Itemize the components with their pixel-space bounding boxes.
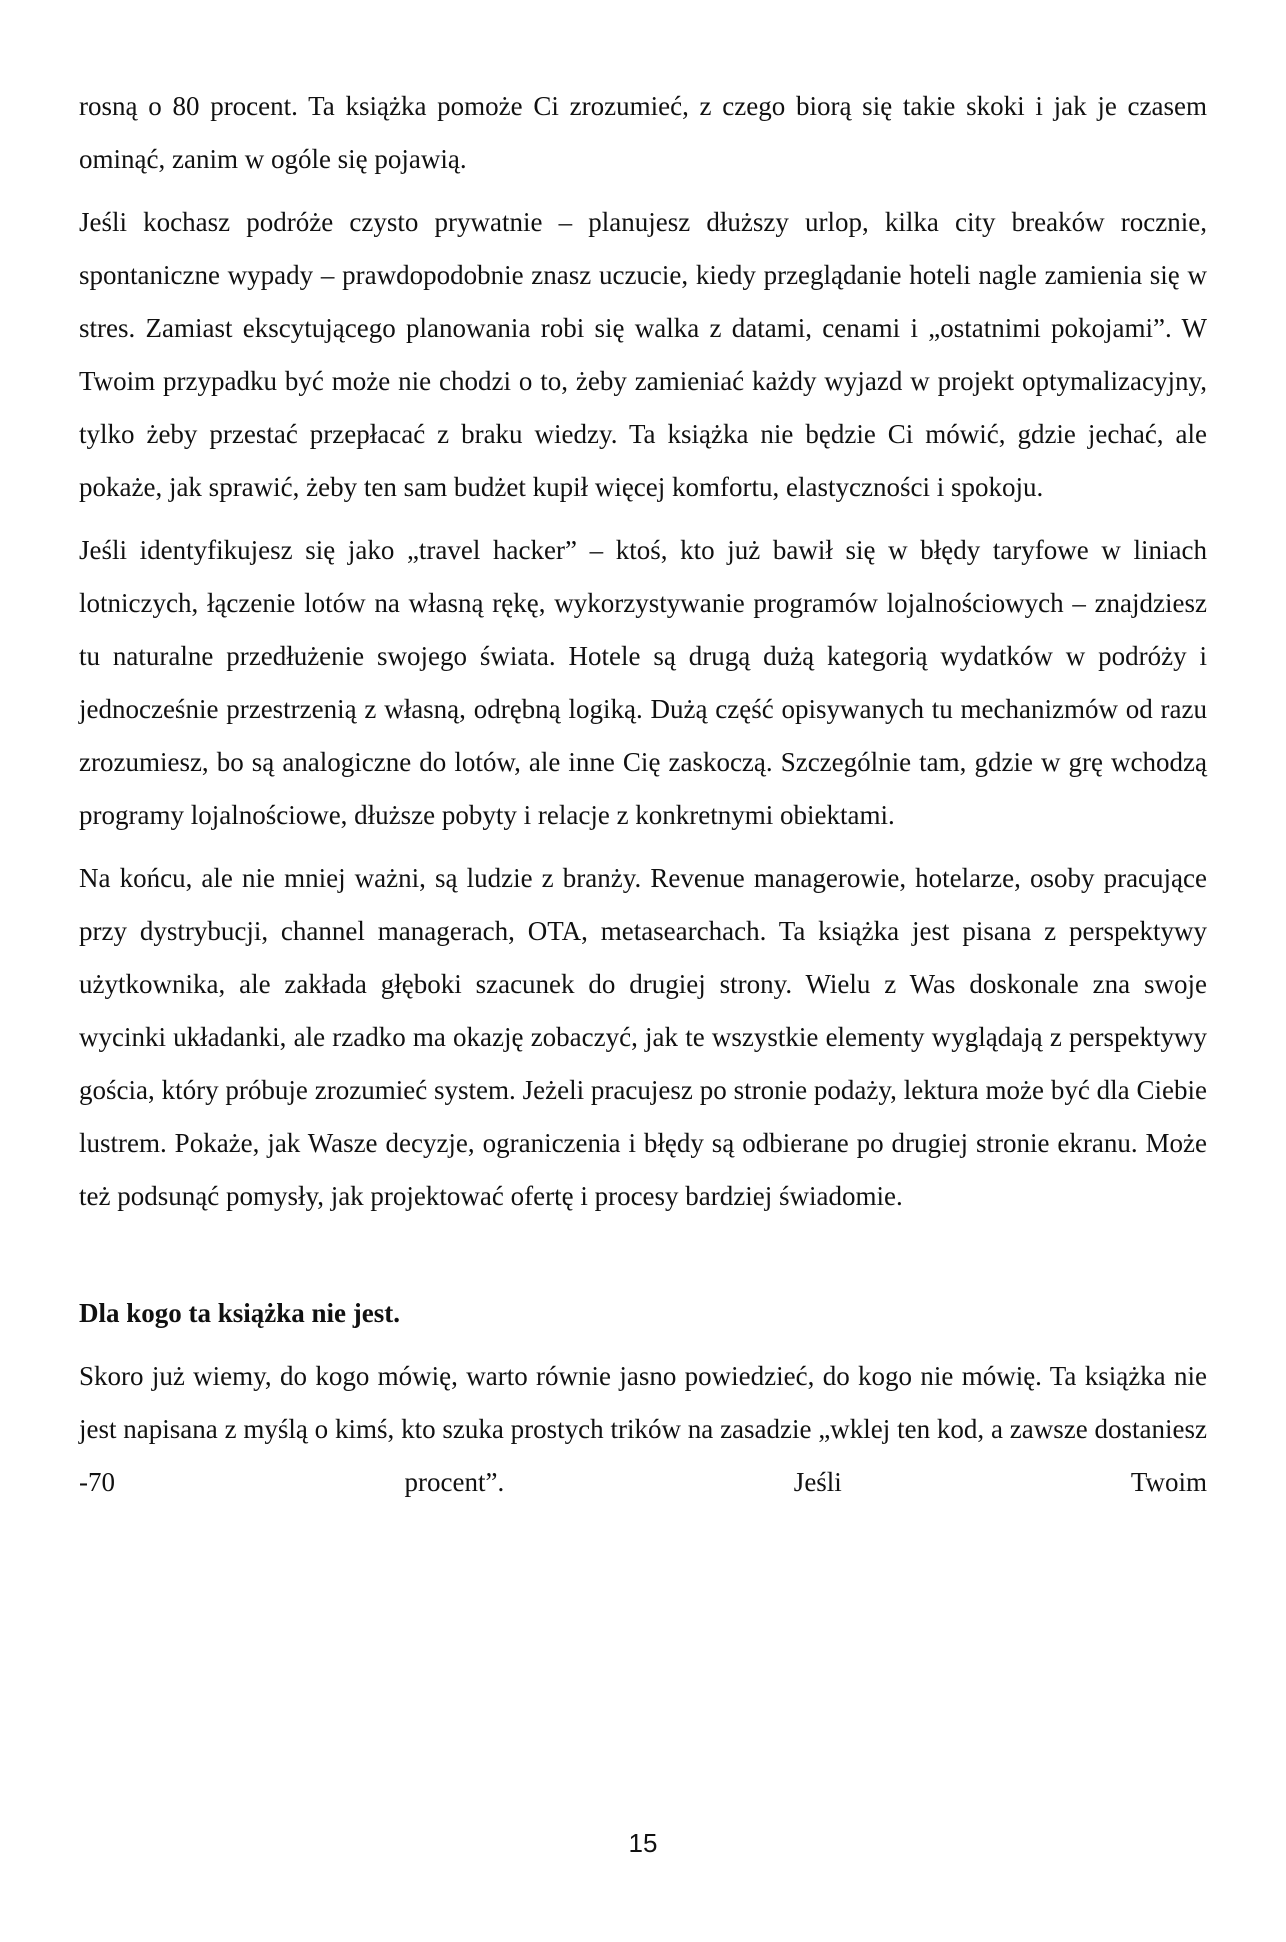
paragraph-continuation: rosną o 80 procent. Ta książka pomoże Ci zrozumieć, z czego biorą się takie skoki i jak je czasem ominąć, zanim w ogóle się pojawią. [79, 91, 1207, 174]
page-number: 15 [628, 1828, 658, 1858]
page-body [79, 80, 1207, 1519]
paragraph-not-for-whom: Skoro już wiemy, do kogo mówię, warto równie jasno powiedzieć, do kogo nie mówię. Ta książka nie jest napisana z myślą o kimś, kto szuka prostych trików na zasadzie „wklej ten kod, a zawsze dostaniesz -70 procent”. Jeśli Twoim [79, 1361, 1207, 1497]
section-heading: Dla kogo ta książka nie jest. [79, 1298, 401, 1328]
paragraph-industry-people: Na końcu, ale nie mniej ważni, są ludzie z branży. Revenue managerowie, hotelarze, osoby pracujące przy dystrybucji, channel managerach, OTA, metasearchach. Ta książka jest pisana z perspektywy użytkownika, ale zakłada głęboki szacunek do drugiej strony. Wielu z Was doskonale zna swoje wycinki układanki, ale rzadko ma okazję zobaczyć, jak te wszystkie elementy wyglądają z perspektywy gościa, który próbuje zrozumieć system. Jeżeli pracujesz po stronie podaży, lektura może być dla Ciebie lustrem. Pokaże, jak Wasze decyzje, ograniczenia i błędy są odbierane po drugiej stronie ekranu. Może też podsunąć pomysły, jak projektować ofertę i procesy bardziej świadomie. [79, 863, 1207, 1211]
paragraph-private-travelers: Jeśli kochasz podróże czysto prywatnie – planujesz dłuższy urlop, kilka city breaków rocznie, spontaniczne wypady – prawdopodobnie znasz uczucie, kiedy przeglądanie hoteli nagle zamienia się w stres. Zamiast ekscytującego planowania robi się walka z datami, cenami i „ostatnimi pokojami”. W Twoim przypadku być może nie chodzi o to, żeby zamieniać każdy wyjazd w projekt optymalizacyjny, tylko żeby przestać przepłacać z braku wiedzy. Ta książka nie będzie Ci mówić, gdzie jechać, ale pokaże, jak sprawić, żeby ten sam budżet kupił więcej komfortu, elastyczności i spokoju. [79, 207, 1207, 502]
paragraph-travel-hackers: Jeśli identyfikujesz się jako „travel hacker” – ktoś, kto już bawił się w błędy taryfowe w liniach lotniczych, łączenie lotów na własną rękę, wykorzystywanie programów lojalnościowych – znajdziesz tu naturalne przedłużenie swojego świata. Hotele są drugą dużą kategorią wydatków w podróży i jednocześnie przestrzenią z własną, odrębną logiką. Dużą część opisywanych tu mechanizmów od razu zrozumiesz, bo są analogiczne do lotów, ale inne Cię zaskoczą. Szczególnie tam, gdzie w grę wchodzą programy lojalnościowe, dłuższe pobyty i relacje z konkretnymi obiektami. [79, 535, 1207, 830]
